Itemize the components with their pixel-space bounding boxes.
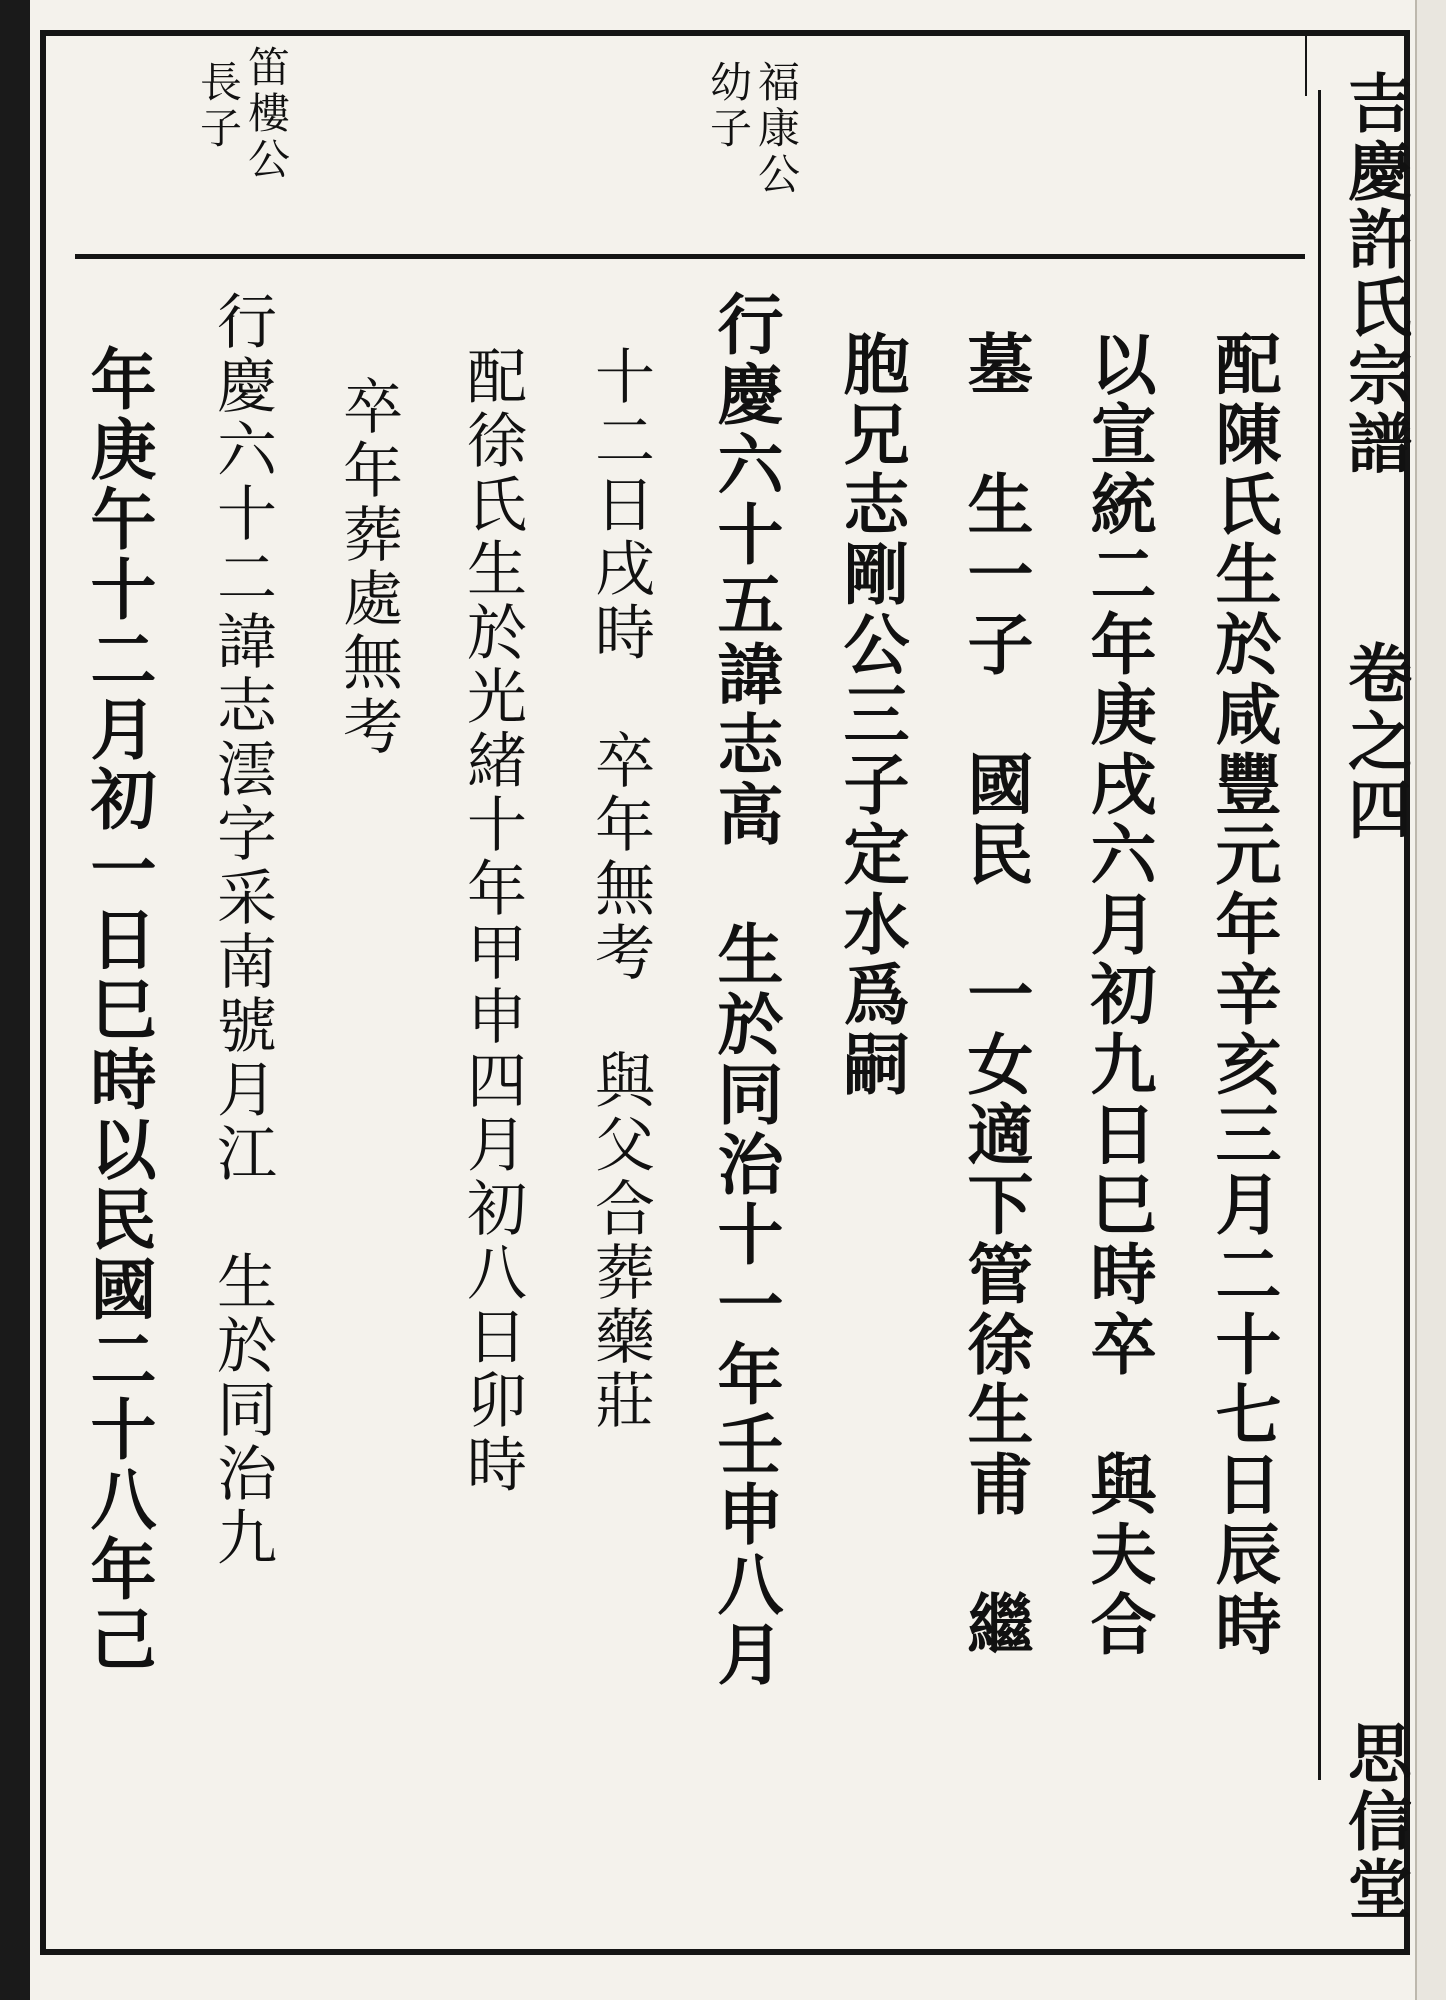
- page-left-edge: [0, 0, 30, 2000]
- text-column-8: 卒年葬處無考: [333, 375, 403, 759]
- text-column-7: 配徐氏生於光緒十年甲申四月初八日卯時: [457, 345, 527, 1497]
- margin-volume: 卷之四: [1337, 640, 1412, 844]
- text-column-4: 胞兄志剛公三子定水爲嗣: [832, 330, 910, 1100]
- margin-divider: [1318, 90, 1321, 1780]
- text-column-2: 以宣統二年庚戌六月初九日巳時卒 與夫合: [1079, 330, 1157, 1660]
- upper-label-fukang: 福康公: [752, 60, 801, 198]
- text-column-5: 行慶六十五諱志高 生於同治十一年壬申八月: [706, 290, 784, 1690]
- margin-hall-name: 思信堂: [1337, 1720, 1412, 1924]
- text-column-6: 十二日戌時 卒年無考 與父合葬藥莊: [585, 345, 655, 1433]
- margin-title: 吉慶許氏宗譜: [1337, 70, 1412, 478]
- upper-label-fukang-rank: 幼子: [704, 60, 753, 152]
- upper-label-dilou-rank: 長子: [194, 60, 243, 152]
- text-column-9: 行慶六十二諱志澐字采南號月江 生於同治九: [207, 290, 277, 1570]
- text-column-10: 年庚午十二月初一日巳時以民國二十八年己: [79, 345, 157, 1675]
- upper-label-dilou: 笛樓公: [242, 45, 291, 183]
- register-divider: [75, 254, 1305, 259]
- text-column-1: 配陳氏生於咸豐元年辛亥三月二十七日辰時: [1204, 330, 1282, 1660]
- margin-divider-top: [1305, 36, 1307, 96]
- text-column-3: 墓 生一子 國民 一女適下管徐生甫 繼: [956, 330, 1034, 1660]
